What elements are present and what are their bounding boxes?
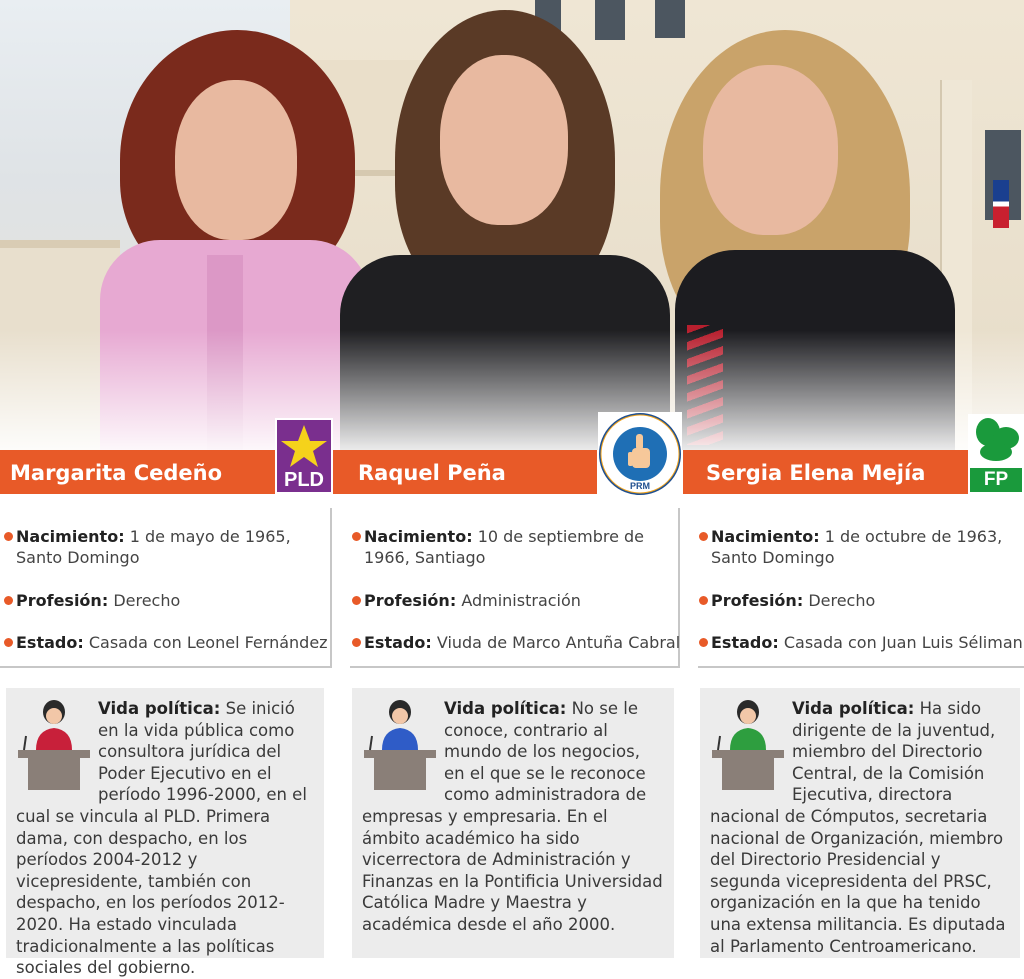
candidate-name: Margarita Cedeño: [10, 461, 223, 485]
bio-box: [700, 688, 1020, 958]
bullet-dot: [352, 532, 361, 541]
prm-logo: [598, 412, 682, 496]
status-row: Estado: Casada con Juan Luis Séliman: [711, 632, 1024, 653]
candidate-name: Sergia Elena Mejía: [706, 461, 926, 485]
bullet-dot: [4, 638, 13, 647]
status-row: Estado: Viuda de Marco Antuña Cabral: [364, 632, 682, 653]
speaker-podium-icon: [362, 698, 444, 801]
flag: [993, 180, 1009, 228]
pld-logo-text: PLD: [284, 469, 324, 491]
speaker-podium-icon: [710, 698, 792, 801]
profession-row: Profesión: Derecho: [711, 590, 1021, 611]
profession-row: Profesión: Administración: [364, 590, 674, 611]
bio-text-block: Vida política: Ha sido dirigente de la juventud, miembro del Directorio Central, de la Comisión Ejecutiva, directora nacional de Cómputos, secretaria nacional de Organización, miembro del Directorio Presidencial y segunda vicepresidenta del PRSC, organización en la que ha tenido una extensa militancia. Es diputada al Parlamento Centroamericano.: [710, 699, 1006, 956]
info-box: [0, 508, 332, 668]
bullet-dot: [4, 532, 13, 541]
hero-fade: [0, 330, 1024, 450]
hero-photo: [0, 0, 1024, 450]
speaker-podium-icon: [16, 698, 98, 801]
bio-box: [352, 688, 674, 958]
bio-text-block: Vida política: No se le conoce, contrario al mundo de los negocios, en el que se le reconoce como administradora de empresas y empresaria. En el ámbito académico ha sido vicerrectora de Administración y Finanzas en la Pontificia Universidad Católica Madre y Maestra y académica desde el año 2000.: [362, 699, 663, 934]
star-icon: [277, 422, 331, 470]
info-box: [698, 508, 1024, 668]
bio-box: [6, 688, 324, 978]
candidate-name: Raquel Peña: [358, 461, 506, 485]
bullet-dot: [352, 638, 361, 647]
leaf-icon: [968, 414, 1024, 466]
fp-logo-text: FP: [970, 468, 1022, 492]
birth-row: Nacimiento: 1 de mayo de 1965, Santo Domingo: [16, 526, 326, 568]
profession-row: Profesión: Derecho: [16, 590, 326, 611]
bullet-dot: [699, 596, 708, 605]
birth-row: Nacimiento: 1 de octubre de 1963, Santo Domingo: [711, 526, 1021, 568]
pld-logo: [275, 418, 333, 494]
fp-logo: [968, 414, 1024, 494]
bullet-dot: [4, 596, 13, 605]
info-box: [350, 508, 680, 668]
status-row: Estado: Casada con Leonel Fernández: [16, 632, 326, 653]
bullet-dot: [699, 638, 708, 647]
bullet-dot: [699, 532, 708, 541]
bullet-dot: [352, 596, 361, 605]
bio-text-block: Vida política: Se inició en la vida pública como consultora jurídica del Poder Ejecutivo en el período 1996-2000, en el cual se vincula al PLD. Primera dama, con despacho, en los períodos 2004-2012 y vicepresidente, también con despacho, en los períodos 2012-2020. Ha estado vinculada tradicionalmente a las políticas sociales del gobierno.: [16, 699, 307, 978]
prm-logo-text: PRM: [630, 481, 650, 491]
birth-row: Nacimiento: 10 de septiembre de 1966, Santiago: [364, 526, 674, 568]
